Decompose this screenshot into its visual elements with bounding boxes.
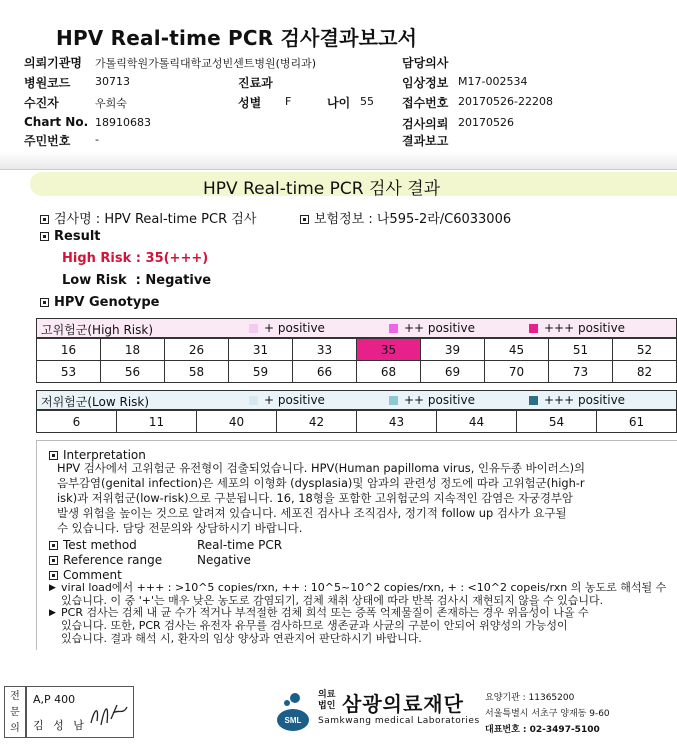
- genotype-cell: 40: [197, 411, 277, 433]
- genotype-cell: 70: [485, 361, 549, 383]
- age-label: 나이: [327, 96, 351, 110]
- signature-mark: [87, 699, 131, 731]
- checkbox-icon: [49, 541, 58, 550]
- sex-value: F: [285, 95, 292, 108]
- test-name-line: [40, 208, 256, 227]
- insurance-line: [300, 208, 511, 227]
- method-row: [49, 538, 137, 552]
- reference-value: Negative: [197, 553, 251, 567]
- rrn-value: -: [95, 133, 99, 146]
- logo-text: SML: [284, 716, 302, 725]
- receipt-value: 20170526-22208: [458, 95, 553, 108]
- genotype-cell: 54: [517, 411, 597, 433]
- org-address: 서울특별시 서초구 양재동 9-60: [485, 709, 610, 719]
- high-risk-group-label: 고위험군(High Risk): [41, 323, 153, 337]
- genotype-cell: 43: [357, 411, 437, 433]
- genotype-cell: 11: [117, 411, 197, 433]
- genotype-cell: 52: [613, 339, 677, 361]
- genotype-cell: 33: [293, 339, 357, 361]
- genotype-cell: 56: [101, 361, 165, 383]
- interpretation-panel: [36, 440, 677, 650]
- receipt-label: 접수번호: [402, 96, 449, 110]
- checkbox-icon: [49, 556, 58, 565]
- org-english-name: Samkwang medical Laboratories: [318, 716, 480, 726]
- low-risk-group-label: 저위험군(Low Risk): [41, 395, 150, 409]
- genotype-cell: 16: [37, 339, 101, 361]
- low-risk-result: Low Risk : Negative: [62, 273, 212, 288]
- legend-swatch: [529, 324, 538, 333]
- checkbox-icon: [49, 571, 58, 580]
- result-heading: Result: [54, 229, 101, 244]
- genotype-cell: 39: [421, 339, 485, 361]
- doctor-code: A,P 400: [33, 693, 76, 706]
- org-phone: 대표번호 : 02-3497-5100: [485, 725, 600, 735]
- method-value: Real-time PCR: [197, 538, 283, 552]
- legend-swatch: [249, 396, 258, 405]
- legend-low-plus2-label: ++ positive: [404, 393, 475, 407]
- legend-low-plus-label: + positive: [264, 393, 325, 407]
- comment-row: [49, 568, 122, 582]
- genotype-cell: 58: [165, 361, 229, 383]
- legend-swatch: [389, 324, 398, 333]
- org-license: 요양기관 : 11365200: [485, 693, 575, 703]
- genotype-cell: 53: [37, 361, 101, 383]
- interpretation-heading-row: [49, 448, 146, 462]
- comment-text-1: viral load에서 +++ : >10^5 copies/rxn, ++ : 10^5~10^2 copies/rxn, + : <10^2 copeis/rxn 의 농도로 해석될 수 있습니다. 이 중 '+'는 매우 낮은 농도로 감염되기, 검체 채취 상태에 따라 반복 검사시 재현되지 않을 수 있습니다.: [61, 581, 667, 607]
- institution-value: 가톨릭학원가톨릭대학교성빈센트병원(병리과): [95, 57, 317, 70]
- bullet-icon: ▶: [49, 608, 56, 618]
- org-type: 의료 법인: [318, 690, 336, 711]
- request-label: 검사의뢰: [402, 117, 449, 131]
- checkbox-icon: [40, 232, 49, 241]
- low-risk-header: [36, 390, 677, 410]
- legend-swatch: [249, 324, 258, 333]
- low-risk-table: [36, 410, 677, 433]
- genotype-cell: 73: [549, 361, 613, 383]
- legend-low-plus3: [529, 393, 625, 407]
- genotype-cell: 69: [421, 361, 485, 383]
- genotype-row: [37, 361, 677, 383]
- legend-high-plus: [249, 321, 325, 335]
- test-name: 검사명 : HPV Real-time PCR 검사: [54, 212, 257, 227]
- genotype-heading-line: [40, 295, 159, 310]
- genotype-cell: 31: [229, 339, 293, 361]
- request-value: 20170526: [458, 116, 514, 129]
- legend-low-plus3-label: +++ positive: [544, 393, 626, 407]
- legend-swatch: [389, 396, 398, 405]
- specialist-stamp: [4, 686, 26, 738]
- doctor-name: 김 성 남: [33, 719, 87, 732]
- sex-label: 성별: [238, 96, 262, 110]
- genotype-cell: 59: [229, 361, 293, 383]
- reference-label: Reference range: [63, 553, 163, 567]
- comment-text-2: PCR 검사는 검체 내 균 수가 적거나 부적절한 검체 희석 또는 증폭 억제물질이 존재하는 경우 위음성이 나올 수 있습니다. 또한, PCR 검사는 유전자 유무를 검사하므로 생존균과 사균의 구분이 안되어 위양성의 가능성이 있습니다. 결과 해석 시, 환자의 임상 양상과 연관지어 판단하시기 바랍니다.: [61, 606, 589, 645]
- genotype-heading: HPV Genotype: [54, 295, 160, 310]
- checkbox-icon: [40, 215, 49, 224]
- genotype-cell: 44: [437, 411, 517, 433]
- checkbox-icon: [49, 451, 58, 460]
- legend-high-plus-label: + positive: [264, 321, 325, 335]
- chart-value: 18910683: [95, 116, 151, 129]
- dept-label: 진료과: [238, 76, 273, 90]
- hospital-code-label: 병원코드: [24, 76, 71, 90]
- org-info: [485, 690, 610, 738]
- interpretation-text: HPV 검사에서 고위험군 유전형이 검출되었습니다. HPV(Human papilloma virus, 인유두종 바이러스)의 음부감염(genital infection)은 세포의 이형화 (dysplasia)및 암과의 관련성 정도에 따라 고위험군(high-r isk)과 저위험군(low-risk)으로 구분됩니다. 16, 18형을 포함한 고위험군의 지속적인 감염은 자궁경부암 발생 위험을 높이는 것으로 알려져 있습니다. 세포진 검사나 조직검사, 정기적 follow up 검사가 요구될 수 있습니다. 담당 전문의와 상담하시기 바랍니다.: [57, 461, 586, 535]
- legend-swatch: [529, 396, 538, 405]
- high-risk-result: High Risk : 35(+++): [62, 251, 209, 266]
- bullet-icon: ▶: [49, 583, 56, 593]
- org-name: 삼광의료재단: [342, 692, 464, 716]
- clinical-info-value: M17-002534: [458, 75, 528, 88]
- result-banner: [30, 172, 677, 199]
- insurance-info: 보험정보 : 나595-2라/C6033006: [314, 212, 512, 227]
- checkbox-icon: [300, 215, 309, 224]
- stamp-text: 전문의: [10, 691, 20, 734]
- interpretation-heading: Interpretation: [63, 448, 146, 462]
- doctor-label: 담당의사: [402, 56, 449, 70]
- genotype-cell: 45: [485, 339, 549, 361]
- genotype-row: [37, 339, 677, 361]
- report-title: HPV Real-time PCR 검사결과보고서: [56, 26, 418, 50]
- patient-value: 우희숙: [95, 97, 127, 110]
- rrn-label: 주민번호: [24, 134, 71, 148]
- genotype-cell: 42: [277, 411, 357, 433]
- high-risk-table: [36, 338, 677, 383]
- legend-high-plus2-label: ++ positive: [404, 321, 475, 335]
- banner-title: HPV Real-time PCR 검사 결과: [203, 179, 441, 199]
- header-separator: [0, 152, 677, 170]
- sml-logo-icon: [275, 690, 311, 732]
- genotype-cell: 61: [597, 411, 677, 433]
- signature-box: [26, 686, 134, 738]
- result-heading-line: [40, 229, 101, 244]
- reference-row: [49, 553, 162, 567]
- legend-high-plus3: [529, 321, 625, 335]
- hospital-code-value: 30713: [95, 75, 130, 88]
- genotype-cell: 51: [549, 339, 613, 361]
- chart-label: Chart No.: [24, 115, 89, 129]
- checkbox-icon: [40, 298, 49, 307]
- genotype-cell: 26: [165, 339, 229, 361]
- legend-high-plus3-label: +++ positive: [544, 321, 626, 335]
- genotype-cell: 18: [101, 339, 165, 361]
- genotype-cell: 35: [357, 339, 421, 361]
- genotype-row: [37, 411, 677, 433]
- legend-low-plus2: [389, 393, 475, 407]
- report-label: 결과보고: [402, 134, 449, 148]
- high-risk-header: [36, 318, 677, 338]
- genotype-cell: 6: [37, 411, 117, 433]
- legend-high-plus2: [389, 321, 475, 335]
- method-label: Test method: [63, 538, 137, 552]
- comment-label: Comment: [63, 568, 122, 582]
- genotype-cell: 66: [293, 361, 357, 383]
- genotype-cell: 68: [357, 361, 421, 383]
- clinical-info-label: 임상정보: [402, 76, 449, 90]
- legend-low-plus: [249, 393, 325, 407]
- institution-label: 의뢰기관명: [24, 56, 82, 70]
- patient-label: 수진자: [24, 96, 59, 110]
- age-value: 55: [360, 95, 374, 108]
- genotype-cell: 82: [613, 361, 677, 383]
